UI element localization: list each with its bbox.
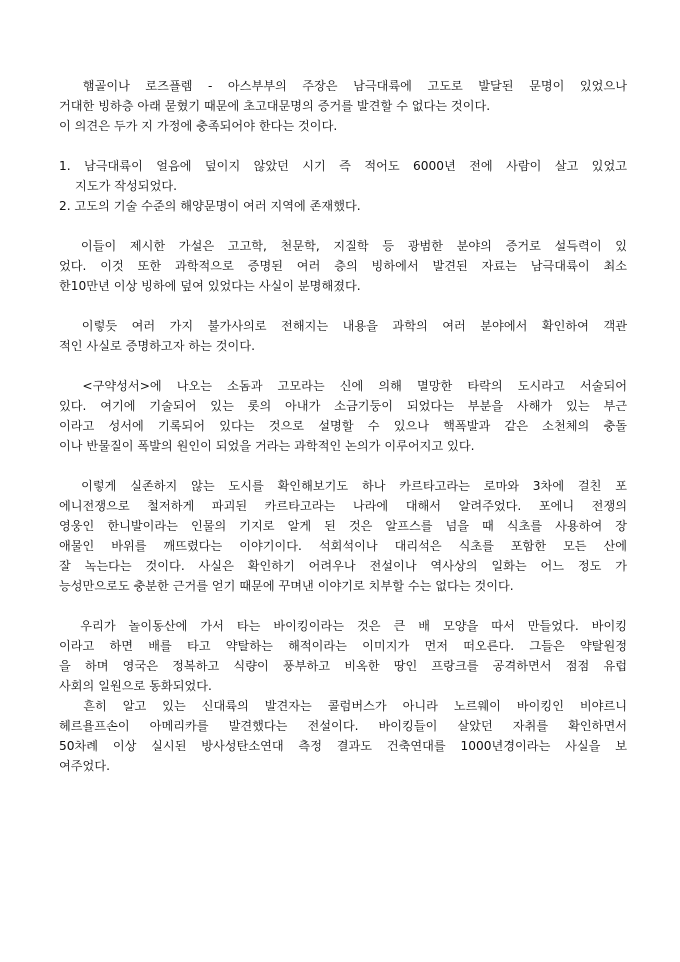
- text-line: 50차례 이상 실시된 방사성탄소연대 측정 결과도 건축연대를 1000년경이라는 사실을 보: [59, 739, 627, 753]
- paragraph-evidence: [59, 236, 627, 296]
- text-line: 애물인 바위를 깨뜨렸다는 이야기이다. 석회석이나 대리석은 식초를 포함한 모든 산에: [59, 539, 627, 553]
- numbered-list: [59, 156, 627, 216]
- text-line: 햄골이나 로즈플렘 - 아스부부의 주장은 남극대륙에 고도로 발달된 문명이 있었으나: [59, 79, 627, 93]
- text-line: 을 하며 영국은 정복하고 식량이 풍부하고 비옥한 땅인 프랑크를 공격하면서 점점 유럽: [59, 659, 627, 673]
- paragraph-spacer: [59, 456, 627, 476]
- paragraph-spacer: [59, 356, 627, 376]
- text-line: 헤르욜프손이 아메리카를 발견했다는 전설이다. 바이킹들이 살았던 자취를 확인하면서: [59, 719, 627, 733]
- paragraph-antarctica-theory: [59, 76, 627, 136]
- paragraph-sodom-gomorrah: [59, 376, 627, 456]
- text-line: 었다. 이것 또한 과학적으로 증명된 여러 층의 빙하에서 발견된 자료는 남극대륙이 최소: [59, 259, 627, 273]
- text-line: 한10만년 이상 빙하에 덮여 있었다는 사실이 분명해졌다.: [59, 279, 361, 293]
- text-line: 이렇듯 여러 가지 불가사의로 전해지는 내용을 과학의 여러 분야에서 확인하여 객관: [59, 319, 627, 333]
- list-item: 2. 고도의 기술 수준의 해양문명이 여러 지역에 존재했다.: [59, 199, 361, 213]
- paragraph-spacer: [59, 216, 627, 236]
- text-line: 여주었다.: [59, 759, 110, 773]
- list-item: 1. 남극대륙이 얼음에 덮이지 않았던 시기 즉 적어도 6000년 전에 사람이 살고 있었고: [59, 159, 627, 173]
- text-line: 능성만으로도 충분한 근거를 얻기 때문에 꾸며낸 이야기로 치부할 수는 없다는 것이다.: [59, 579, 514, 593]
- text-line: 이나 반물질이 폭발의 원인이 되었을 거라는 과학적인 논의가 이루어지고 있다.: [59, 439, 475, 453]
- text-line: 적인 사실로 증명하고자 하는 것이다.: [59, 339, 255, 353]
- paragraph-spacer: [59, 296, 627, 316]
- text-line: 있다. 여기에 기술되어 있는 롯의 아내가 소금기둥이 되었다는 부분을 사해가 있는 부근: [59, 399, 627, 413]
- text-line: 이라고 하면 배를 타고 약탈하는 해적이라는 이미지가 먼저 떠오른다. 그들은 약탈원정: [59, 639, 627, 653]
- text-line: 사회의 일원으로 동화되었다.: [59, 679, 212, 693]
- document-body: [59, 76, 627, 776]
- paragraph-mysteries: [59, 316, 627, 356]
- list-item-continuation: 지도가 작성되었다.: [59, 179, 177, 193]
- text-line: 잘 녹는다는 것이다. 사실은 확인하기 어려우나 전설이나 역사상의 일화는 어느 정도 가: [59, 559, 627, 573]
- text-line: 흔히 알고 있는 신대륙의 발견자는 콜럼버스가 아니라 노르웨이 바이킹인 비야르니: [59, 699, 627, 713]
- paragraph-spacer: [59, 136, 627, 156]
- text-line: 이 의견은 두가 지 가정에 충족되어야 한다는 것이다.: [59, 119, 338, 133]
- text-line: 우리가 놀이동산에 가서 타는 바이킹이라는 것은 큰 배 모양을 따서 만들었다. 바이킹: [59, 619, 627, 633]
- paragraph-carthage: [59, 476, 627, 596]
- paragraph-vikings: [59, 616, 627, 776]
- text-line: 영웅인 한니발이라는 인물의 기지로 알게 된 것은 알프스를 넘을 때 식초를 사용하여 장: [59, 519, 627, 533]
- text-line: 이라고 성서에 기록되어 있다는 것으로 설명할 수 있으나 핵폭발과 같은 소천체의 충돌: [59, 419, 627, 433]
- paragraph-spacer: [59, 596, 627, 616]
- text-line: 에니전쟁으로 철저하게 파괴된 카르타고라는 나라에 대해서 알려주었다. 포에니 전쟁의: [59, 499, 627, 513]
- text-line: 거대한 빙하층 아래 묻혔기 때문에 초고대문명의 증거를 발견할 수 없다는 것이다.: [59, 99, 491, 113]
- text-line: 이들이 제시한 가설은 고고학, 천문학, 지질학 등 광범한 분야의 증거로 설득력이 있: [59, 239, 627, 253]
- text-line: <구약성서>에 나오는 소돔과 고모라는 신에 의해 멸망한 타락의 도시라고 서술되어: [59, 379, 627, 393]
- text-line: 이렇게 실존하지 않는 도시를 확인해보기도 하나 카르타고라는 로마와 3차에 걸친 포: [59, 479, 627, 493]
